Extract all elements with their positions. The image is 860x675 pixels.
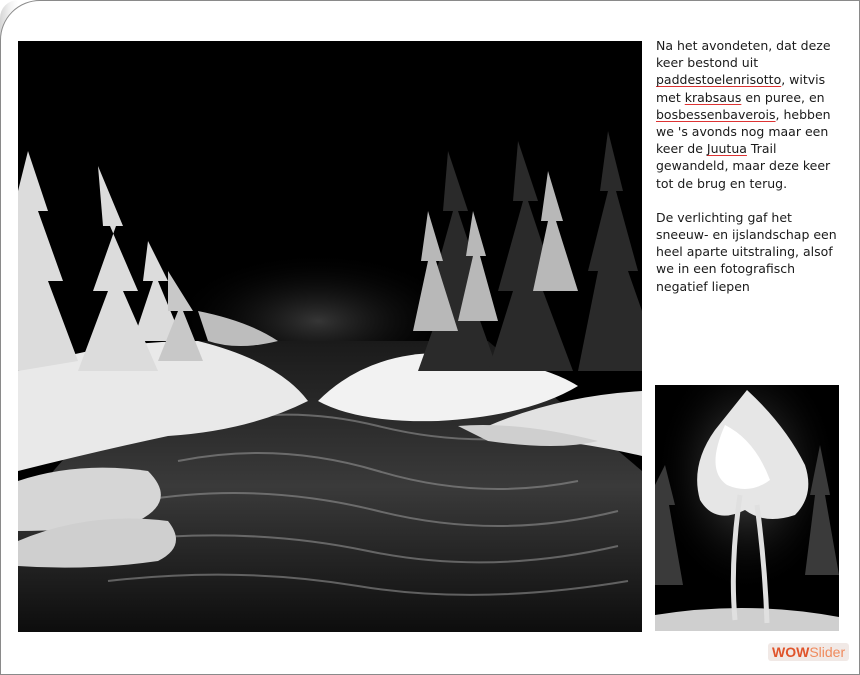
paragraph-1-part-1: Na het avondeten, dat deze keer bestond uit xyxy=(656,38,831,71)
paragraph-1-word-bavarois: bosbessenbaverois xyxy=(656,106,776,122)
paragraph-1-word-juutua: Juutua xyxy=(706,141,747,157)
paragraph-1-word-risotto: paddestoelenrisotto xyxy=(656,72,782,88)
paragraph-1-word-krabsaus: krabsaus xyxy=(684,89,742,105)
paragraph-1-part-5: Trail gewandeld, maar deze keer tot de brug en terug. xyxy=(656,141,831,191)
caption-paragraph-1 xyxy=(656,37,846,192)
caption-paragraph-2: De verlichting gaf het sneeuw- en ijslandschap een heel aparte uitstraling, alsof we in een fotografisch negatief liepen xyxy=(656,209,837,294)
river-night-image xyxy=(18,41,642,632)
paragraph-1-part-2: , witvis met xyxy=(656,72,826,105)
paragraph-1-part-3: en puree, en xyxy=(741,89,825,105)
paragraph-1-part-4: , hebben we 's avonds nog maar een keer de xyxy=(656,106,831,157)
logo-wow-text: WOW xyxy=(772,644,810,660)
logo-slider-text: Slider xyxy=(809,644,846,660)
wowslider-logo[interactable] xyxy=(768,643,849,661)
pine-trees-night-image xyxy=(655,385,839,631)
caption-text xyxy=(656,37,846,312)
side-photo[interactable] xyxy=(655,385,839,631)
main-photo[interactable] xyxy=(18,41,642,632)
